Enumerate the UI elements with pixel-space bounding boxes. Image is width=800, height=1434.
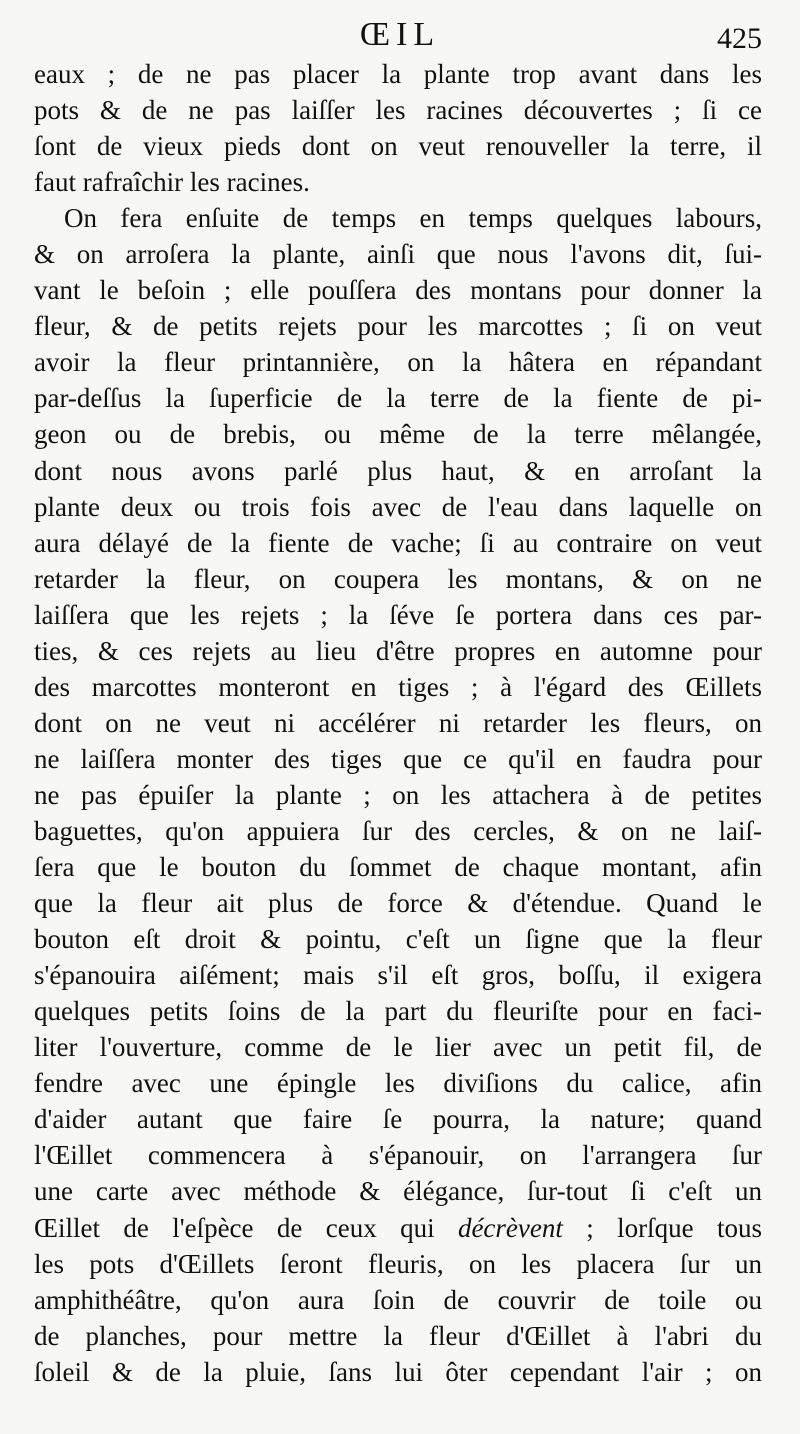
text-line: d'aider autant que faire ſe pourra, la nature; quand bbox=[34, 1104, 762, 1135]
text-line: s'épanouira aiſément; mais s'il eſt gros, boſſu, il exigera bbox=[34, 960, 762, 991]
text-line: retarder la fleur, on coupera les montans, & on ne bbox=[34, 563, 762, 594]
text-line: quelques petits ſoins de la part du fleuriſte pour en faci- bbox=[34, 996, 762, 1027]
text-line: dont nous avons parlé plus haut, & en arroſant la bbox=[34, 455, 762, 486]
text-line-with-italic bbox=[34, 1210, 762, 1246]
text-line: dont on ne veut ni accélérer ni retarder les fleurs, on bbox=[34, 707, 762, 738]
text-line: que la fleur ait plus de force & d'étendue. Quand le bbox=[34, 888, 762, 919]
text-line: les pots d'Œillets ſeront fleuris, on les placera ſur un bbox=[34, 1248, 762, 1279]
text-line: pots & de ne pas laiſſer les racines découvertes ; ſi ce bbox=[34, 95, 762, 126]
text-line: ne laiſſera monter des tiges que ce qu'il en faudra pour bbox=[34, 743, 762, 774]
text-line: geon ou de brebis, ou même de la terre mêlangée, bbox=[34, 419, 762, 450]
text-line: vant le beſoin ; elle pouſſera des montans pour donner la bbox=[34, 275, 762, 306]
body-text bbox=[34, 56, 762, 1390]
text-line: de planches, pour mettre la fleur d'Œillet à l'abri du bbox=[34, 1320, 762, 1351]
text-line: & on arroſera la plante, ainſi que nous l'avons dit, ſui- bbox=[34, 239, 762, 270]
text-line: aura délayé de la fiente de vache; ſi au contraire on veut bbox=[34, 527, 762, 558]
text-line: une carte avec méthode & élégance, ſur-tout ſi c'eſt un bbox=[34, 1176, 762, 1207]
text-line: ne pas épuiſer la plante ; on les attachera à de petites bbox=[34, 779, 762, 810]
text-line: fendre avec une épingle les diviſions du calice, afin bbox=[34, 1068, 762, 1099]
running-head bbox=[0, 14, 800, 58]
page-number: 425 bbox=[717, 22, 762, 55]
text-line: ſoleil & de la pluie, ſans lui ôter cependant l'air ; on bbox=[34, 1356, 762, 1387]
text-line: l'Œillet commencera à s'épanouir, on l'arrangera ſur bbox=[34, 1140, 762, 1171]
text-line: ties, & ces rejets au lieu d'être propres en automne pour bbox=[34, 635, 762, 666]
text-line: laiſſera que les rejets ; la ſéve ſe portera dans ces par- bbox=[34, 599, 762, 630]
text-line: plante deux ou trois fois avec de l'eau dans laquelle on bbox=[34, 491, 762, 522]
text-line: eaux ; de ne pas placer la plante trop avant dans les bbox=[34, 59, 762, 89]
running-title: ŒIL bbox=[359, 16, 441, 53]
text-line: On fera enſuite de temps en temps quelques labours, bbox=[64, 203, 762, 234]
text-line: ſera que le bouton du ſommet de chaque montant, afin bbox=[34, 852, 762, 883]
text-line: amphithéâtre, qu'on aura ſoin de couvrir de toile ou bbox=[34, 1284, 762, 1315]
text-line: bouton eſt droit & pointu, c'eſt un ſigne que la fleur bbox=[34, 924, 762, 955]
text-segment: Œillet de l'eſpèce de ceux qui bbox=[34, 1212, 458, 1243]
text-line: des marcottes monteront en tiges ; à l'égard des Œillets bbox=[34, 671, 762, 702]
italic-term: décrèvent bbox=[457, 1212, 563, 1243]
text-line: avoir la fleur printannière, on la hâtera en répandant bbox=[34, 347, 762, 378]
text-line: fleur, & de petits rejets pour les marcottes ; ſi on veut bbox=[34, 311, 762, 342]
text-line: ſont de vieux pieds dont on veut renouveller la terre, il bbox=[34, 131, 762, 162]
text-line: par-deſſus la ſuperficie de la terre de la fiente de pi- bbox=[34, 383, 762, 414]
text-line: faut rafraîchir les racines. bbox=[34, 167, 310, 198]
text-line: baguettes, qu'on appuiera ſur des cercles, & on ne laiſ- bbox=[34, 815, 762, 846]
text-segment: ; lorſque tous bbox=[562, 1212, 762, 1243]
text-line: liter l'ouverture, comme de le lier avec un petit fil, de bbox=[34, 1032, 762, 1063]
